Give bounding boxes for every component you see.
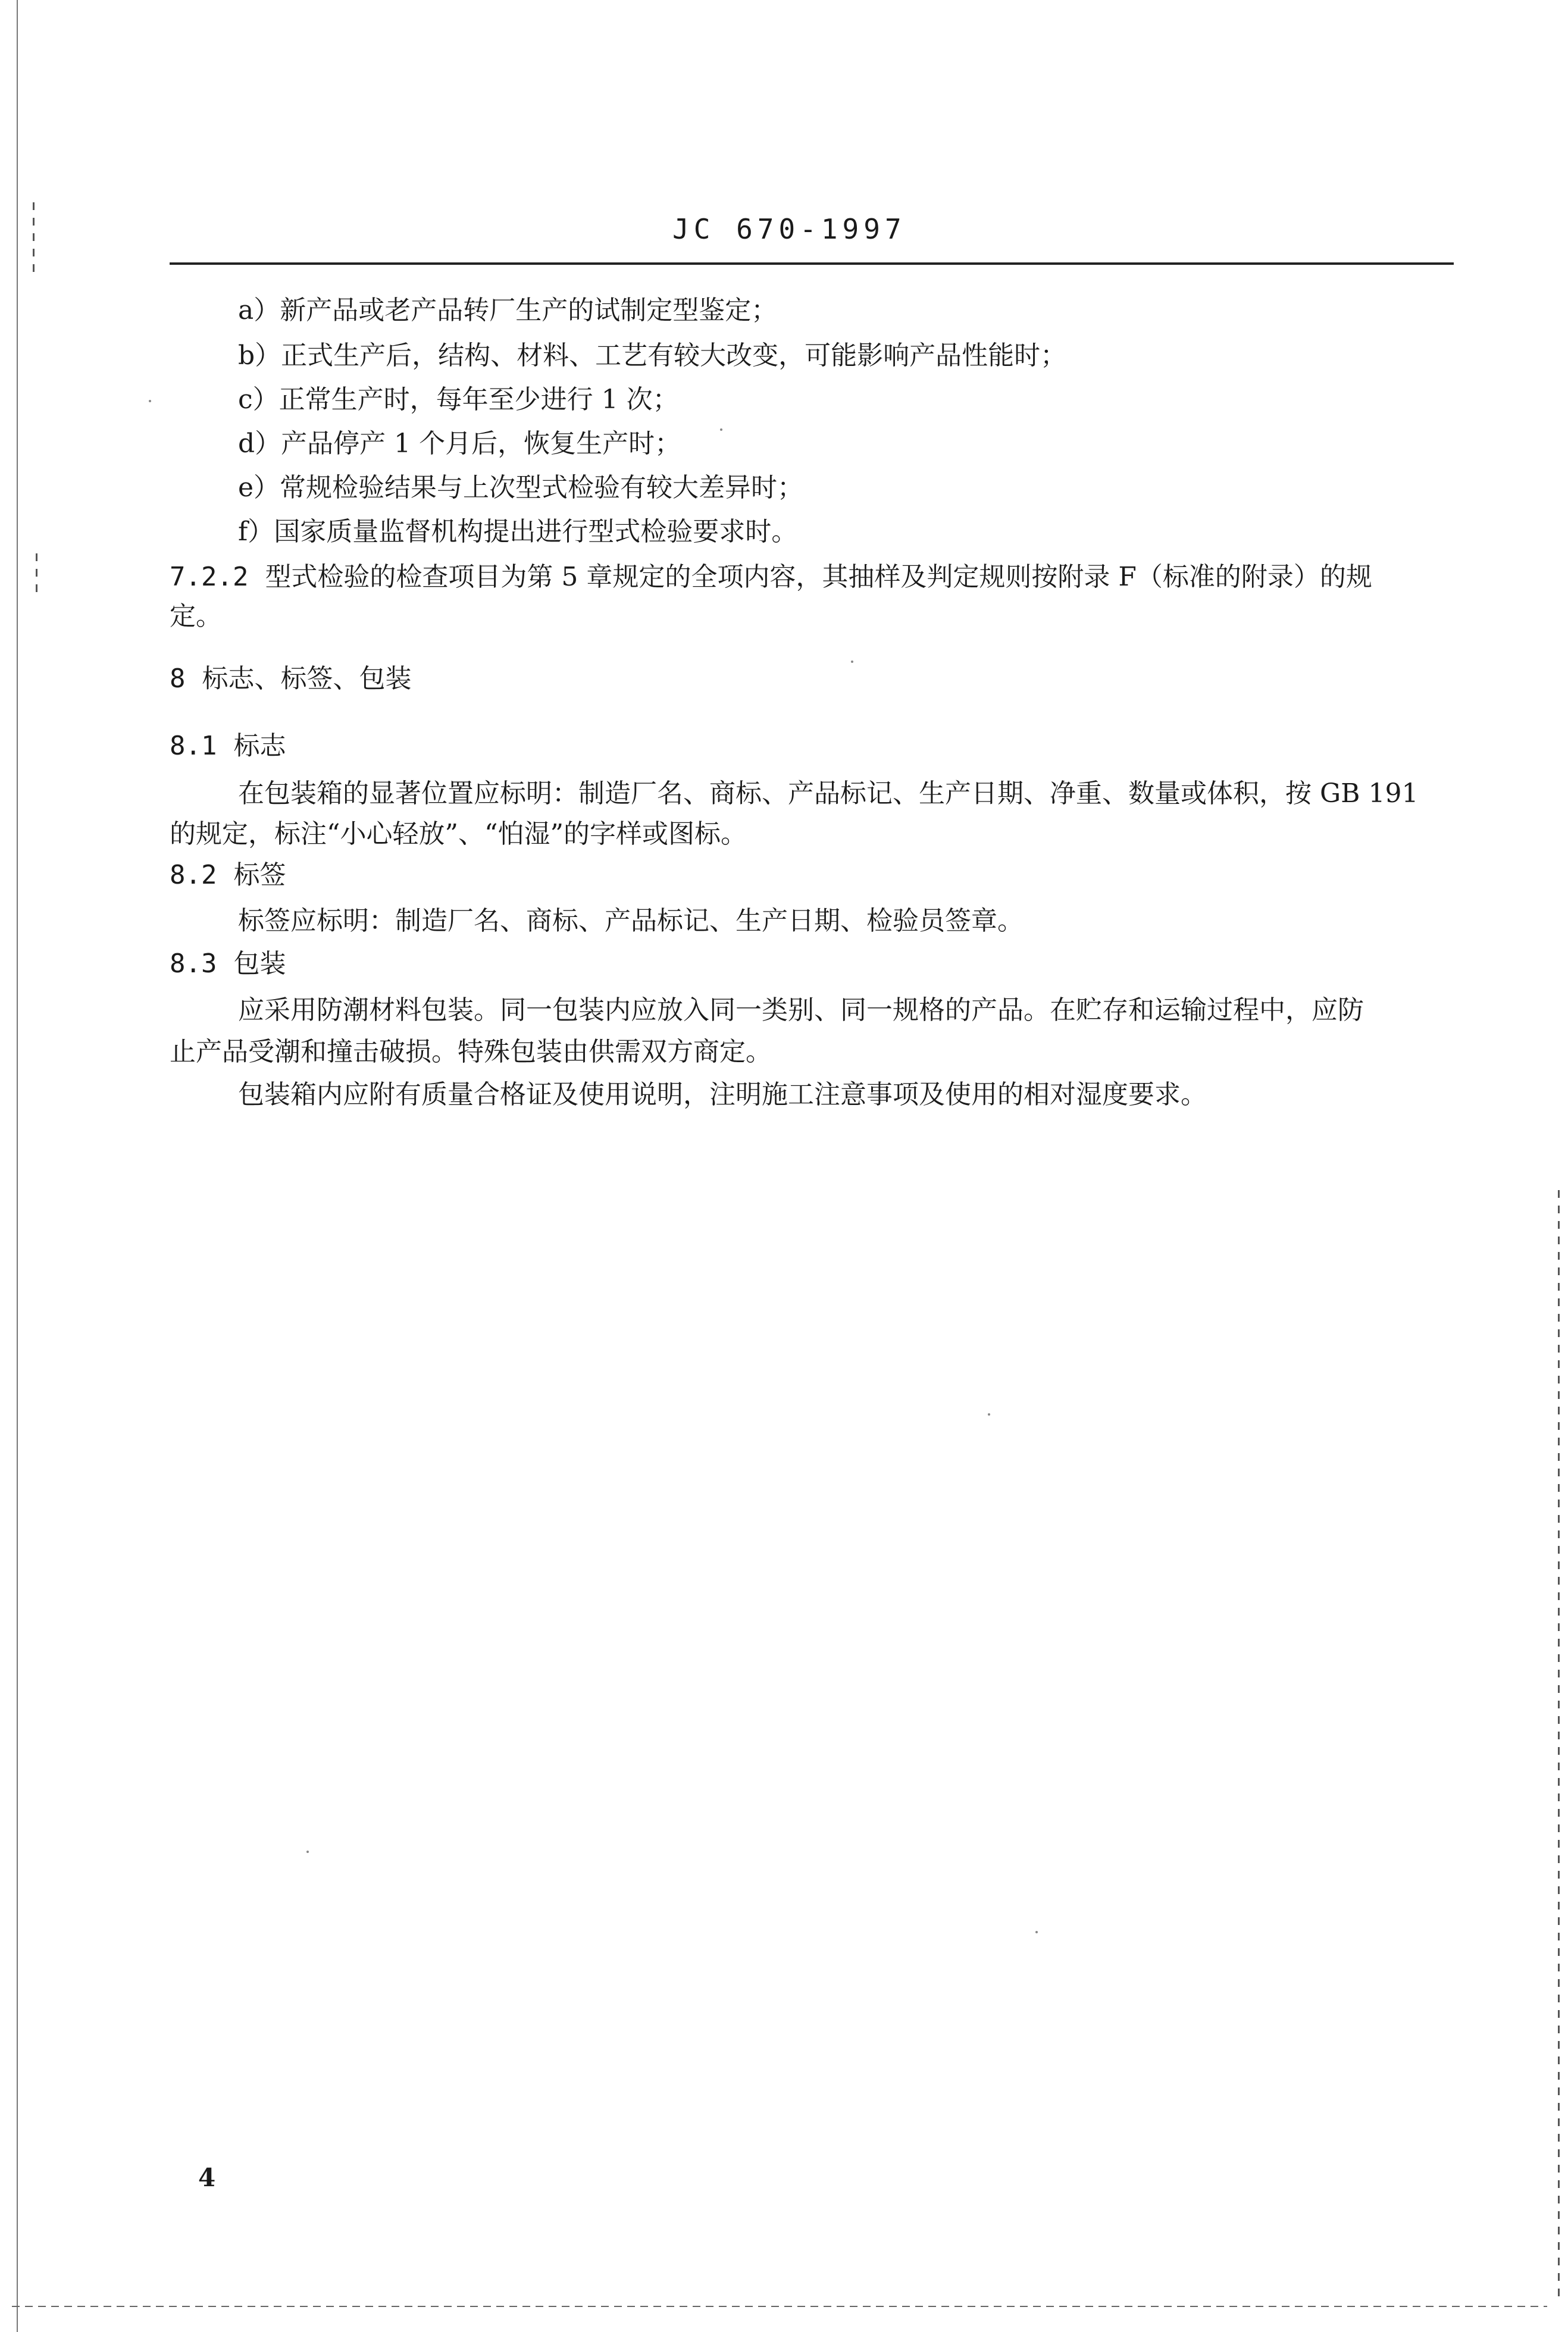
clause-7-2-2-cont: 定。: [170, 601, 222, 631]
section-heading-8: [170, 662, 411, 696]
clause-heading-8-2: [170, 859, 286, 892]
list-item-c: c）正常生产时，每年至少进行 1 次；: [238, 384, 679, 415]
section-number: 8: [170, 663, 186, 694]
scan-speck: [1035, 1931, 1038, 1933]
scan-speck: [851, 661, 853, 663]
list-item-f: f）国家质量监督机构提出进行型式检验要求时。: [238, 517, 798, 547]
clause-8-3-text: 应采用防潮材料包装。同一包装内应放入同一类别、同一规格的产品。在贮存和运输过程中，应防: [238, 995, 1364, 1025]
list-item-a: a）新产品或老产品转厂生产的试制定型鉴定；: [238, 295, 778, 325]
list-item-d: d）产品停产 1 个月后，恢复生产时；: [238, 428, 681, 459]
clause-number: 8.2: [170, 860, 217, 890]
right-scan-dots: [1558, 1190, 1560, 2297]
left-scan-dots-2: [36, 553, 37, 595]
document-code-header: JC 670-1997: [672, 213, 906, 245]
clause-8-3-text-2: 包装箱内应附有质量合格证及使用说明，注明施工注意事项及使用的相对湿度要求。: [238, 1079, 1207, 1110]
section-title: 标志、标签、包装: [202, 663, 412, 694]
list-item-b: b）正式生产后，结构、材料、工艺有较大改变，可能影响产品性能时；: [238, 340, 1067, 371]
clause-8-3-text-cont: 止产品受潮和撞击破损。特殊包装由供需双方商定。: [170, 1037, 772, 1067]
clause-number: 8.1: [170, 731, 217, 761]
clause-8-1-text: 在包装箱的显著位置应标明：制造厂名、商标、产品标记、生产日期、净重、数量或体积，按 GB 191: [238, 778, 1419, 809]
clause-title: 标志: [233, 731, 286, 761]
clause-heading-8-1: [170, 730, 286, 763]
left-scan-dots: [33, 202, 35, 274]
scan-speck: [149, 400, 151, 402]
clause-title: 包装: [233, 949, 286, 979]
clause-text: 型式检验的检查项目为第 5 章规定的全项内容，其抽样及判定规则按附录 F（标准的附录）的规: [265, 562, 1372, 592]
left-margin-line: [17, 0, 18, 2332]
list-item-e: e）常规检验结果与上次型式检验有较大差异时；: [238, 472, 804, 503]
scan-speck: [720, 428, 722, 431]
clause-title: 标签: [233, 860, 286, 890]
clause-number: 8.3: [170, 949, 217, 979]
clause-number: 7.2.2: [170, 562, 249, 592]
clause-heading-8-3: [170, 947, 286, 981]
scan-speck: [306, 1851, 309, 1853]
scan-speck: [988, 1413, 990, 1416]
page-number: 4: [198, 2163, 216, 2192]
clause-8-1-text-cont: 的规定，标注“小心轻放”、“怕湿”的字样或图标。: [170, 819, 747, 849]
bottom-scan-line: [12, 2306, 1547, 2307]
clause-8-2-text: 标签应标明：制造厂名、商标、产品标记、生产日期、检验员签章。: [238, 906, 1024, 936]
clause-7-2-2: [170, 561, 1372, 594]
header-rule: [170, 262, 1454, 265]
